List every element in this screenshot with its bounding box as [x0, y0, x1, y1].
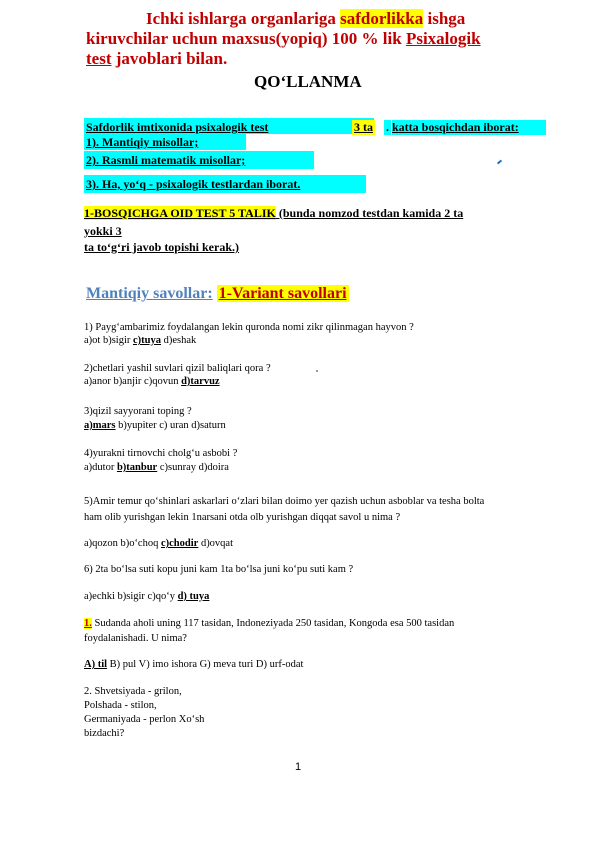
title-text: Ichki ishlarga organlariga [146, 9, 341, 28]
question-1-options [84, 334, 196, 348]
variant-label: 1-Variant savollari [218, 285, 347, 302]
title-text: javoblari bilan. [111, 49, 228, 68]
option-text: B) pul V) imo ishora G) meva turi D) urf-odat [107, 659, 304, 670]
title-line-2 [86, 29, 481, 48]
problem-number: 1. [84, 618, 92, 629]
stage-item-2: 2). Rasmli matematik misollar; [86, 153, 246, 167]
question-4: 4)yurakni tirnovchi cholg‘u asbobi ? [84, 448, 238, 459]
question-1: 1) Payg‘ambarimiz foydalangan lekin quronda nomi zikr qilinmagan hayvon ? [84, 322, 414, 333]
stage-item-1: 1). Mantiqiy misollar; [86, 135, 199, 149]
title-line-1 [146, 9, 465, 28]
stage-note: (bunda nomzod testdan kamida 2 ta [275, 206, 464, 220]
problem-2-line-2: Polshada - stilon, [84, 700, 157, 711]
correct-answer: A) til [84, 659, 108, 670]
problem-2-line-3: Germaniyada - perlon Xo‘sh [84, 714, 205, 725]
option-text: a)qozon b)o‘choq [84, 538, 161, 549]
correct-answer: d) tuya [177, 591, 210, 602]
stage-item-3: 3). Ha, yo‘q - psixalogik testlardan iborat. [86, 177, 301, 191]
question-3: 3)qizil sayyorani toping ? [84, 406, 192, 417]
title-text: ishga [423, 9, 466, 28]
problem-1-line-2: foydalanishadi. U nima? [84, 633, 187, 644]
document-heading: QO‘LLANMA [254, 72, 362, 91]
stages-description: katta bosqichdan iborat: [392, 120, 546, 135]
question-6-options [84, 590, 209, 604]
stage-heading [84, 206, 463, 221]
stages-count: 3 ta [354, 120, 373, 134]
correct-answer: c)tuya [133, 335, 161, 346]
title-underlined: test [86, 49, 112, 68]
question-5-line-1: 5)Amir temur qo‘shinlari askarlari o‘zlari bilan doimo yer qazish uchun asboblar va tesha bolta [84, 496, 485, 507]
question-5-line-2: ham olib yurishgan lekin 1narsani otda olb yurishgan diqqat savol u nima ? [84, 512, 401, 523]
section-name: Mantiqiy savollar: [86, 285, 213, 302]
option-text: c)sunray d)doira [157, 462, 229, 473]
problem-1-line-1 [84, 617, 454, 631]
question-6: 6) 2ta bo‘lsa suti kopu juni kam 1ta bo‘lsa juni ko‘pu suti kam ? [84, 564, 354, 575]
problem-1-options [84, 658, 303, 672]
question-2-options [84, 375, 220, 389]
title-line-3 [86, 49, 227, 68]
section-heading [86, 285, 349, 303]
question-4-options [84, 461, 229, 475]
option-text: a)dutor [84, 462, 117, 473]
problem-2-line-4: bizdachi? [84, 728, 125, 739]
problem-text: Sudanda aholi uning 117 tasidan, Indoneziyada 250 tasidan, Kongoda esa 500 tasidan [91, 618, 455, 629]
stray-dot [316, 370, 318, 372]
option-text: a)ot b)sigir [84, 335, 133, 346]
correct-answer: d)tarvuz [181, 376, 220, 387]
option-text: d)eshak [161, 335, 197, 346]
title-text: kiruvchilar uchun maxsus(yopiq) 100 % lik [86, 29, 406, 48]
option-text: d)ovqat [198, 538, 234, 549]
correct-answer: a)mars [84, 420, 116, 431]
option-text: a)echki b)sigir c)qo‘y [84, 591, 178, 602]
exam-description: Safdorlik imtixonida psixalogik test [86, 120, 269, 134]
title-underlined: Psixalogik [405, 29, 481, 48]
option-text: b)yupiter c) uran d)saturn [115, 420, 226, 431]
option-text: a)anor b)anjir c)qovun [84, 376, 182, 387]
stage-label: 1-BOSQICHGA OID TEST 5 TALIK [84, 206, 276, 220]
stage-note-line-2: yokki 3 [84, 224, 122, 238]
question-5-options [84, 537, 233, 551]
correct-answer: c)chodir [160, 538, 199, 549]
problem-2-line-1: 2. Shvetsiyada - grilon, [84, 686, 182, 697]
question-2: 2)chetlari yashil suvlari qizil baliqlari qora ? [84, 363, 271, 374]
page-number: 1 [295, 761, 302, 773]
correct-answer: b)tanbur [116, 462, 158, 473]
question-3-options [84, 419, 226, 433]
stray-mark [497, 160, 502, 165]
title-highlight: safdorlikka [340, 9, 424, 28]
dot: . [386, 120, 389, 134]
stage-note-line-3: ta to‘g‘ri javob topishi kerak.) [84, 240, 239, 254]
